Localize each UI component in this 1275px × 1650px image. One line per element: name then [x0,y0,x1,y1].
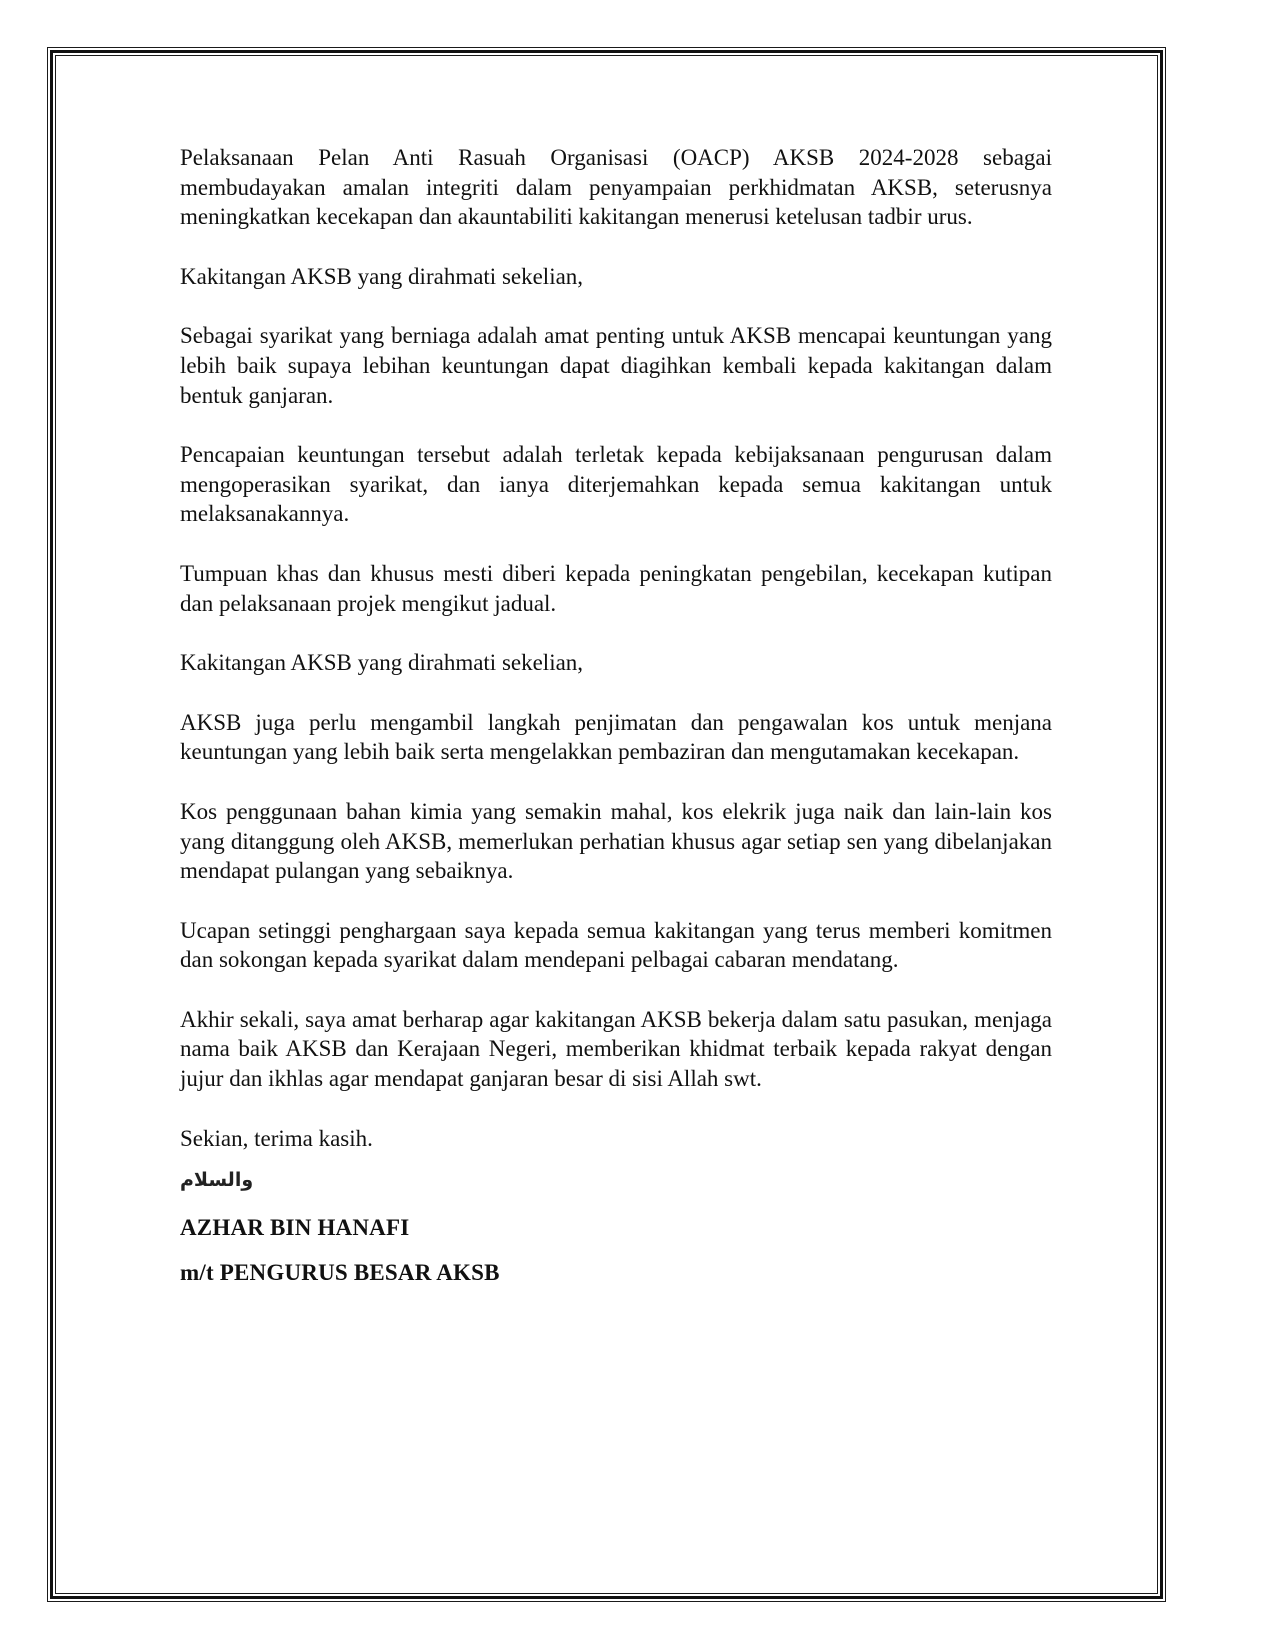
closing-line: Sekian, terima kasih. [180,1125,373,1151]
paragraph-oacp-intro: Pelaksanaan Pelan Anti Rasuah Organisasi (OACP) AKSB 2024-2028 sebagai membudayakan amalan integriti dalam penyampaian perkhidmatan AKSB, seterusnya meningkatkan kecekapan dan akauntabiliti kakitangan menerusi ketelusan tadbir urus. [180,145,1052,230]
letter-body [180,143,1052,1303]
signatory-title: m/t PENGURUS BESAR AKSB [180,1260,500,1286]
signatory-name: AZHAR BIN HANAFI [180,1215,410,1241]
paragraph-management: Pencapaian keuntungan tersebut adalah terletak kepada kebijaksanaan pengurusan dalam mengoperasikan syarikat, dan ianya diterjemahkan kepada semua kakitangan untuk melaksanakannya. [180,442,1052,527]
paragraph-costs: Kos penggunaan bahan kimia yang semakin mahal, kos elekrik juga naik dan lain-lain kos yang ditanggung oleh AKSB, memerlukan perhatian khusus agar setiap sen yang dibelanjakan mendapat pulangan yang sebaiknya. [180,798,1052,884]
arabic-salam: والسلام [180,1169,254,1192]
salutation-1: Kakitangan AKSB yang dirahmati sekelian, [180,263,584,289]
paragraph-profit: Sebagai syarikat yang berniaga adalah amat penting untuk AKSB mencapai keuntungan yang lebih baik supaya lebihan keuntungan dapat diagihkan kembali kepada kakitangan dalam bentuk ganjaran. [180,323,1052,408]
paragraph-appreciation: Ucapan setinggi penghargaan saya kepada semua kakitangan yang terus memberi komitmen dan sokongan kepada syarikat dalam mendepani pelbagai cabaran mendatang. [180,917,1052,973]
paragraph-cost-saving: AKSB juga perlu mengambil langkah penjimatan dan pengawalan kos untuk menjana keuntungan yang lebih baik serta mengelakkan pembaziran dan mengutamakan kecekapan. [180,709,1052,765]
salutation-2: Kakitangan AKSB yang dirahmati sekelian, [180,650,584,676]
paragraph-final-hope: Akhir sekali, saya amat berharap agar kakitangan AKSB bekerja dalam satu pasukan, menjaga nama baik AKSB dan Kerajaan Negeri, memberikan khidmat terbaik kepada rakyat dengan jujur dan ikhlas agar mendapat ganjaran besar di sisi Allah swt. [180,1006,1052,1092]
paragraph-focus: Tumpuan khas dan khusus mesti diberi kepada peningkatan pengebilan, kecekapan kutipan dan pelaksanaan projek mengikut jadual. [180,560,1052,616]
